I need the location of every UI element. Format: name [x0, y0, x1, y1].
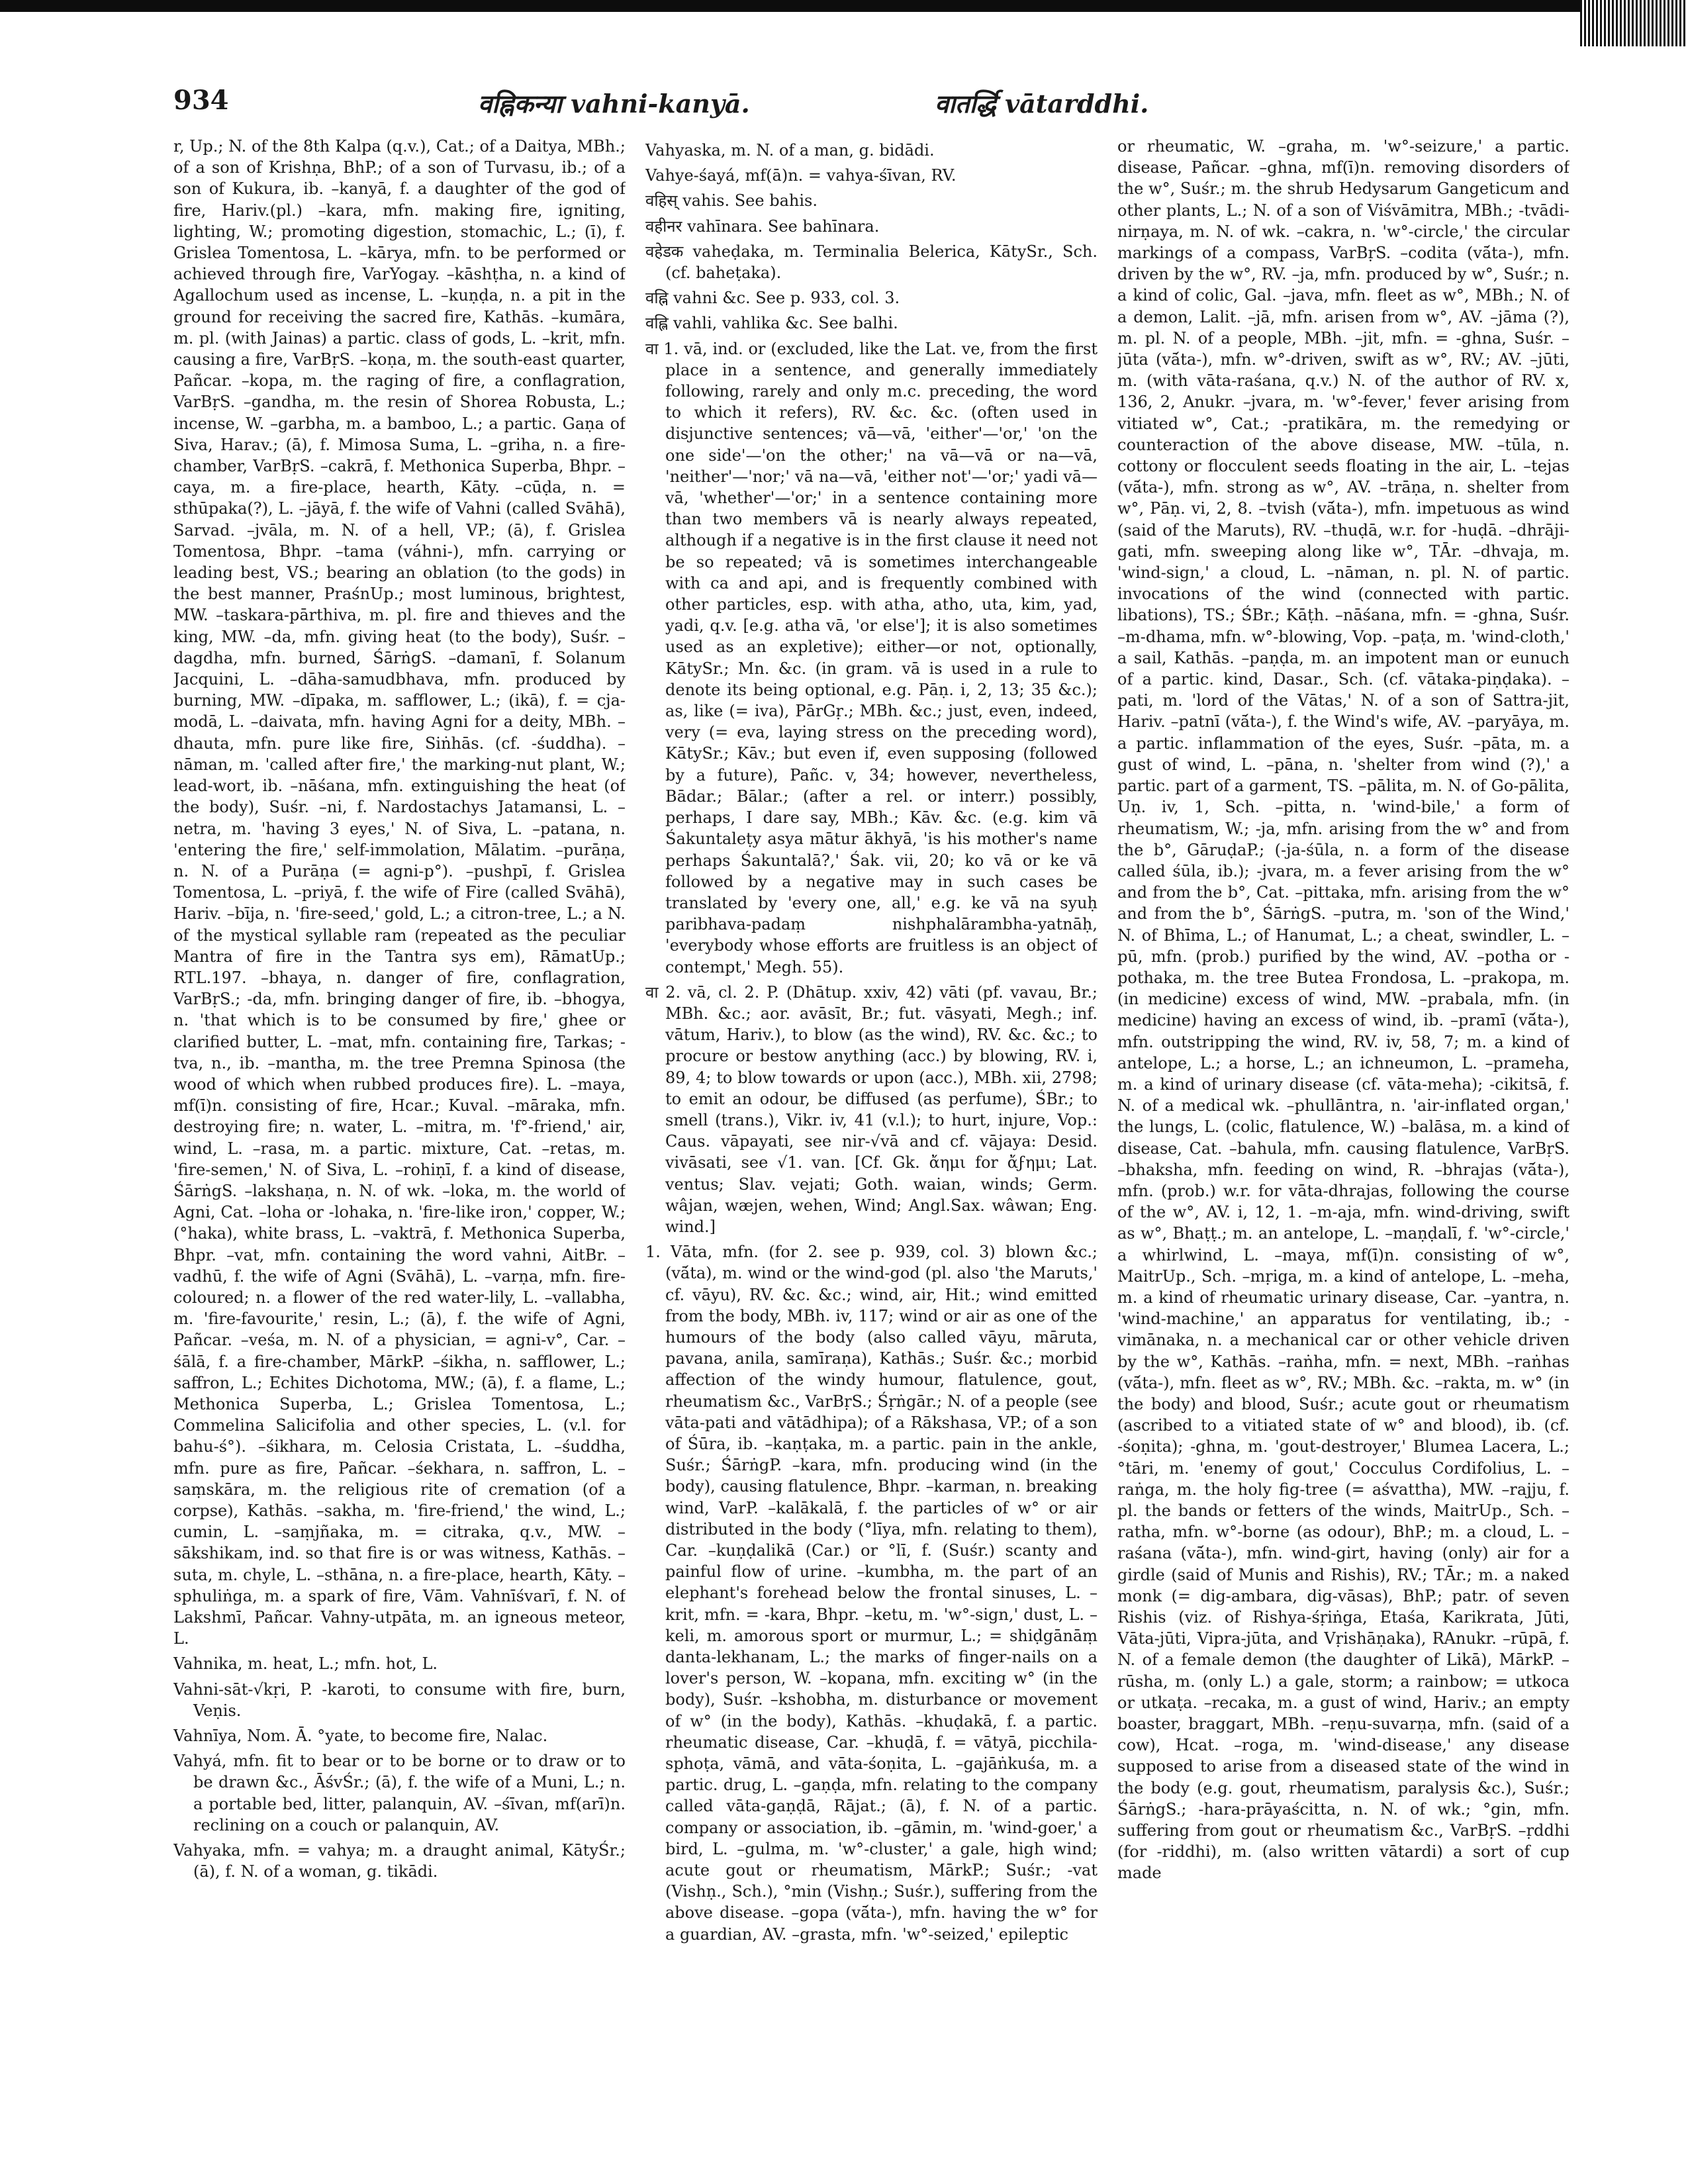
entry: वहीनर vahīnara. See bahīnara.	[645, 216, 880, 236]
page-number: 934	[173, 85, 229, 116]
column-2	[645, 136, 1098, 2161]
column-3	[1117, 136, 1569, 2161]
entry: वा 2. vā, cl. 2. P. (Dhātup. xxiv, 42) vāti (pf. vavau, Br.; MBh. &c.; aor. avāsīt, Br.; fut. vāsyati, Megh.; inf. vātum, Hariv.), to blow (as the wind), RV. &c. &c.; to procure or bestow anything (acc.) by blowing, RV. i, 89, 4; to blow towards or upon (acc.), MBh. xii, 2798; to emit an odour, be diffused (as perfume), ŚBr.; to smell (trans.), Vikr. iv, 41 (v.l.); to hurt, injure, Vop.: Caus. vāpayati, see nir-√vā and cf. vājaya: Desid. vivāsati, see √1. van. [Cf. Gk. ἄημι for ἄϝημι; Lat. ventus; Slav. vejati; Goth. waian, winds; Germ. wâjan, wæjen, wehen, Wind; Angl.Sax. wâwan; Eng. wind.]	[645, 982, 1098, 1236]
entry: Vahye-śayá, mf(ā)n. = vahya-śīvan, RV.	[645, 166, 957, 185]
header-first-word: वह्निकन्या vahni-kanyā.	[478, 89, 750, 119]
entry: वहिस् vahis. See bahis.	[645, 191, 818, 211]
entry: 1. Vāta, mfn. (for 2. see p. 939, col. 3) blown &c.; (vā́ta), m. wind or the wind-god (pl. also 'the Maruts,' cf. vāyu), RV. &c. &c.; wind, air, Hit.; wind emitted from the body, MBh. iv, 117; wind or air as one of the humours of the body (also called vāyu, māruta, pavana, anila, samīraṇa), Kathās.; Suśr. &c.; morbid affection of the windy humour, flatulence, gout, rheumatism &c., VarBṛS.; Śṛṅgār.; N. of a people (see vāta-pati and vātādhipa); of a Rākshasa, VP.; of a son of Śūra, ib. –kaṇṭaka, m. a partic. pain in the ankle, Suśr.; ŚārṅgP. –kara, mfn. producing wind (in the body), causing flatulence, Bhpr. –karman, n. breaking wind, VarP. –kalākalā, f. the particles of w° or air distributed in the body (°līya, mfn. relating to them), Car. –kuṇḍalikā (Car.) or °lī, f. (Suśr.) scanty and painful flow of urine. –kumbha, m. the part of an elephant's forehead below the frontal sinuses, L. –krit, mfn. = -kara, Bhpr. –ketu, m. 'w°-sign,' dust, L. –keli, m. amorous sport or murmur, L.; = shiḍgānāṃ danta-lekhanam, L.; the marks of finger-nails on a lover's person, W. –kopana, mfn. exciting w° (in the body), Suśr. –kshobha, m. disturbance or movement of w° (in the body), Kathās. –khuḍakā, f. a partic. rheumatic disease, Car. –khuḍā, f. = vātyā, picchila-sphoṭa, vāmā, and vāta-śoṇita, L. –gajāṅkuśa, m. a partic. drug, L. –gaṇḍa, mfn. relating to the company called vāta-gaṇḍā, Rājat.; (ā), f. N. of a partic. company or association, ib. –gāmin, m. 'wind-goer,' a bird, L. –gulma, m. 'w°-cluster,' a gale, high wind; acute gout or rheumatism, MārkP.; Suśr.; -vat (Vishṇ., Sch.), °min (Vishṇ.; Suśr.), suffering from the above disease. –gopa (vā́ta-), mfn. having the w° for a guardian, AV. –grasta, mfn. 'w°-seized,' epileptic	[645, 1243, 1098, 1944]
header-last-word: वातर्द्धि vātarddhi.	[935, 89, 1149, 119]
entry: Vahyá, mfn. fit to bear or to be borne or to draw or to be drawn &c., ĀśvŚr.; (ā), f. the wife of a Muni, L.; n. a portable bed, litter, palanquin, AV. –śīvan, mf(arī)n. reclining on a couch or palanquin, AV.	[173, 1752, 626, 1834]
column-1	[173, 136, 626, 2161]
scan-corner-mark	[1580, 0, 1686, 46]
entry: or rheumatic, W. –graha, m. 'w°-seizure,' a partic. disease, Pañcar. –ghna, mf(ī)n. removing disorders of the w°, Suśr.; m. the shrub Hedysarum Gangeticum and other plants, L.; N. of a son of Viśvāmitra, MBh.; -tvādi-nirṇaya, m. N. of wk. –cakra, n. 'w°-circle,' the circular markings of a compass, VarBṛS. –codita (vā́ta-), mfn. driven by the w°, RV. –ja, mfn. produced by w°, Suśr.; n. a kind of colic, Gal. –java, mfn. fleet as w°, MBh.; N. of a demon, Lalit. –jā, mfn. arisen from w°, AV. –jāma (?), m. pl. N. of a people, MBh. –jit, mfn. = -ghna, Suśr. –jūta (vā́ta-), mfn. w°-driven, swift as w°, RV.; AV. –jūti, m. (with vāta-raśana, q.v.) N. of the author of RV. x, 136, 2, Anukr. –jvara, m. 'w°-fever,' fever arising from vitiated w°, Cat.; -pratikāra, m. the remedying or counteraction of the above disease, MW. –tūla, n. cottony or flocculent seeds floating in the air, L. –tejas (vā́ta-), mfn. strong as w°, AV. –trāṇa, n. shelter from w°, Pāṇ. vi, 2, 8. –tvish (vā́ta-), mfn. impetuous as wind (said of the Maruts), RV. –thuḍā, w.r. for -huḍā. –dhrāji-gati, mfn. sweeping along like w°, TĀr. –dhvaja, m. 'wind-sign,' a cloud, L. –nāman, n. pl. N. of partic. invocations of the wind (connected with partic. libations), TS.; ŚBr.; Kāṭh. –nāśana, mfn. = -ghna, Suśr. –m-dhama, mfn. w°-blowing, Vop. –paṭa, m. 'wind-cloth,' a sail, Kathās. –paṇḍa, m. an impotent man or eunuch of a partic. kind, Dasar., Sch. (cf. vātaka-piṇḍaka). –pati, m. 'lord of the Vātas,' N. of a son of Sattra-jit, Hariv. –patnī (vā́ta-), f. the Wind's wife, AV. –paryāya, m. a partic. inflammation of the eyes, Suśr. –pāta, m. a gust of wind, L. –pāna, n. 'shelter from wind (?),' a partic. part of a garment, TS. –pālita, m. N. of Go-pālita, Uṇ. iv, 1, Sch. –pitta, n. 'wind-bile,' a form of rheumatism, W.; -ja, mfn. arising from the w° and from the b°, GāruḍaP.; (-ja-śūla, n. a form of the disease called śūla, ib.); -jvara, m. a fever arising from the w° and from the b°, Cat. –pittaka, mfn. arising from the w° and from the b°, ŚārṅgS. –putra, m. 'son of the Wind,' N. of Bhīma, L.; of Hanumat, L.; a cheat, swindler, L. –pū, mfn. (prob.) purified by the wind, AV. –potha or -pothaka, m. the tree Butea Frondosa, L. –prakopa, m. (in medicine) excess of wind, MW. –prabala, mfn. (in medicine) having an excess of wind, ib. –pramī (vā́ta-), mfn. outstripping the wind, RV. iv, 58, 7; m. a kind of antelope, L.; a horse, L.; an ichneumon, L. –prameha, m. a kind of urinary disease (cf. vāta-meha); -cikitsā, f. N. of a medical wk. –phullāntra, n. 'air-inflated organ,' the lungs, L. (colic, flatulence, W.) –balāsa, m. a kind of disease, Cat. –bahula, mfn. causing flatulence, VarBṛS. –bhaksha, mfn. feeding on wind, R. –bhrajas (vā́ta-), mfn. (prob.) w.r. for vāta-dhrajas, following the course of the w°, AV. i, 12, 1. –m-aja, mfn. wind-driving, swift as w°, Bhaṭṭ.; m. an antelope, L. –maṇḍalī, f. 'w°-circle,' a whirlwind, L. –maya, mf(ī)n. consisting of w°, MaitrUp., Sch. –mṛiga, m. a kind of antelope, L. –meha, m. a kind of rheumatic urinary disease, Car. –yantra, n. 'wind-machine,' an apparatus for ventilating, ib.; -vimānaka, n. a mechanical car or other vehicle driven by the w°, Kathās. –raṅha, mfn. = next, MBh. –raṅhas (vā́ta-), mfn. fleet as w°, RV.; MBh. &c. –rakta, m. w° (in the body) and blood, Suśr.; acute gout or rheumatism (ascribed to a vitiated state of w° and blood), ib. (cf. -śoṇita); -ghna, m. 'gout-destroyer,' Blumea Lacera, L.; °tāri, m. 'enemy of gout,' Cocculus Cordifolius, L. –raṅga, m. the holy fig-tree (= aśvattha), MW. –rajju, f. pl. the bands or fetters of the winds, MaitrUp., Sch. –ratha, mfn. w°-borne (as odour), BhP.; m. a cloud, L. –raśana (vā́ta-), mfn. wind-girt, having (only) air for a girdle (said of Munis and Rishis), RV.; TĀr.; m. a naked monk (= dig-ambara, dig-vāsas), BhP.; patr. of seven Rishis (viz. of Rishya-śṛiṅga, Etaśa, Karikrata, Jūti, Vāta-jūti, Vipra-jūta, and Vṛishāṇaka), RAnukr. –rūpā, f. N. of a female demon (the daughter of Likā), MārkP. –rūsha, m. (only L.) a gale, storm; a rainbow; = utkoca or utkaṭa. –recaka, m. a gust of wind, Hariv.; an empty boaster, braggart, MBh. –reṇu-suvarṇa, mfn. (said of a cow), Hcat. –roga, m. 'wind-disease,' any disease supposed to arise from a diseased state of the wind in the body (e.g. gout, rheumatism, paralysis &c.), Suśr.; ŚārṅgS.; -hara-prāyaścitta, n. N. of wk.; °gin, mfn. suffering from gout or rheumatism &c., VarBṛS. –ṛddhi (for -riddhi), m. (also written vātardi) a sort of cup made	[1117, 137, 1569, 1883]
entry: Vahyaska, m. N. of a man, g. bidādi.	[645, 141, 935, 160]
entry: Vahyaka, mfn. = vahya; m. a draught animal, KātyŚr.; (ā), f. N. of a woman, g. tikādi.	[173, 1841, 626, 1881]
page-header	[173, 85, 1564, 124]
entry: वह्लि vahli, vahlika &c. See balhi.	[645, 314, 898, 333]
entry: वा 1. vā, ind. or (excluded, like the Lat. ve, from the first place in a sentence, and generally immediately following, rarely and only m.c. preceding, the word to which it refers), RV. &c. &c. (often used in disjunctive sentences; vā—vā, 'either'—'or,' 'on the one side'—'on the other;' na vā—vā or na—vā, 'neither'—'nor;' vā na—vā, 'either not'—'or;' yadi vā—vā, 'whether'—'or;' in a sentence containing more than two members vā is nearly always repeated, although if a negative is in the first clause it need not be so repeated; vā is sometimes interchangeable with ca and api, and is frequently combined with other particles, esp. with atha, atho, uta, kim, yad, yadi, q.v. [e.g. atha vā, 'or else']; it is also sometimes used as an expletive); either—or not, optionally, KātySr.; Mn. &c. (in gram. vā is used in a rule to denote its being optional, e.g. Pāṇ. i, 2, 13; 35 &c.); as, like (= iva), PārGṛ.; MBh. &c.; just, even, indeed, very (= eva, laying stress on the preceding word), KātySr.; Kāv.; but even if, even supposing (followed by a future), Pañc. v, 34; however, nevertheless, Bādar.; Bālar.; (after a rel. or interr.) possibly, perhaps, I dare say, MBh.; Kāv. &c. (e.g. kim vā Śakuntaleṭy asya mātur ākhyā, 'is his mother's name perhaps Śakuntalā?,' Śak. vii, 20; ko vā or ke vā followed by a negative may in such cases be translated by 'every one, all,' e.g. ke vā na syuḥ paribhava-padaṃ nishphalārambha-yatnāḥ, 'everybody whose efforts are fruitless is an object of contempt,' Megh. 55).	[645, 339, 1098, 976]
dictionary-page	[173, 136, 1570, 2161]
entry: r, Up.; N. of the 8th Kalpa (q.v.), Cat.; of a Daitya, MBh.; of a son of Krishṇa, BhP.; of a son of Turvasu, ib.; of a son of Kukura, ib. –kanyā, f. a daughter of the god of fire, Hariv.(pl.) –kara, mfn. making fire, igniting, lighting, W.; promoting digestion, stomachic, L.; (ī), f. Grislea Tomentosa, L. –kārya, mfn. to be performed or achieved through fire, VarYogay. –kāshṭha, n. a kind of Agallochum used as incense, L. –kuṇḍa, n. a pit in the ground for receiving the sacred fire, Kathās. –kumāra, m. pl. (with Jainas) a partic. class of gods, L. –krit, mfn. causing a fire, VarBṛS. –koṇa, m. the south-east quarter, Pañcar. –kopa, m. the raging of fire, a conflagration, VarBṛS. –gandha, m. the resin of Shorea Robusta, L.; incense, W. –garbha, m. a bamboo, L.; a partic. Gaṇa of Siva, Harav.; (ā), f. Mimosa Suma, L. –griha, n. a fire-chamber, VarBṛS. –cakrā, f. Methonica Superba, Bhpr. –caya, m. a fire-place, hearth, Kāty. –cūḍa, n. = sthūpaka(?), L. –jāyā, f. the wife of Vahni (called Svāhā), Sarvad. –jvāla, m. N. of a hell, VP.; (ā), f. Grislea Tomentosa, Bhpr. –tama (váhni-), mfn. carrying or leading best, VS.; bearing an oblation (to the gods) in the best manner, PraśnUp.; most luminous, brightest, MW. –taskara-pārthiva, m. pl. fire and thieves and the king, MW. –da, mfn. giving heat (to the body), Suśr. –dagdha, mfn. burned, ŚārṅgS. –damanī, f. Solanum Jacquini, L. –dāha-samudbhava, mfn. produced by burning, MW. –dīpaka, m. safflower, L.; (ikā), f. = cja-modā, L. –daivata, mfn. having Agni for a deity, MBh. –dhauta, mfn. pure like fire, Siṅhās. (cf. -śuddha). –nāman, m. 'called after fire,' the marking-nut plant, W.; lead-wort, ib. –nāśana, mfn. extinguishing the heat (of the body), Suśr. –ni, f. Nardostachys Jatamansi, L. –netra, m. 'having 3 eyes,' N. of Siva, L. –patana, n. 'entering the fire,' self-immolation, Mālatim. –purāṇa, n. N. of a Purāṇa (= agni-p°). –pushpī, f. Grislea Tomentosa, L. –priyā, f. the wife of Fire (called Svāhā), Hariv. –bīja, n. 'fire-seed,' gold, L.; a citron-tree, L.; a N. of the mystical syllable ram (repeated as the peculiar Mantra of fire in the Tantra sys em), RāmatUp.; RTL.197. –bhaya, n. danger of fire, conflagration, VarBṛS.; -da, mfn. bringing danger of fire, ib. –bhogya, n. 'that which is to be consumed by fire,' ghee or clarified butter, L. –mat, mfn. containing fire, Tarkas; -tva, n., ib. –mantha, m. the tree Premna Spinosa (the wood of which when rubbed produces fire). L. –maya, mf(ī)n. consisting of fire, Hcar.; Kuval. –māraka, mfn. destroying fire; n. water, L. –mitra, m. 'f°-friend,' air, wind, L. –rasa, m. a partic. mixture, Cat. –retas, m. 'fire-semen,' N. of Siva, L. –rohiṇī, f. a kind of disease, ŚārṅgS. –lakshaṇa, n. N. of wk. –loka, m. the world of Agni, Cat. –loha or -lohaka, n. 'fire-like iron,' copper, W.; (°haka), white brass, L. –vaktrā, f. Methonica Superba, Bhpr. –vat, mfn. containing the word vahni, AitBr. –vadhū, f. the wife of Agni (Svāhā), L. –varṇa, mfn. fire-coloured; n. a flower of the red water-lily, L. –vallabha, m. 'fire-favourite,' resin, L.; (ā), f. the wife of Agni, Pañcar. –veśa, m. N. of a physician, = agni-v°, Car. –śālā, f. a fire-chamber, MārkP. –śikha, n. safflower, L.; saffron, L.; Echites Dichotoma, MW.; (ā), f. a flame, L.; Methonica Superba, L.; Grislea Tomentosa, L.; Commelina Salicifolia and other species, L. (v.l. for bahu-ś°). –śikhara, m. Celosia Cristata, L. –śuddha, mfn. pure as fire, Pañcar. –śekhara, n. saffron, L. –saṃskāra, m. the religious rite of cremation (of a corpse), Kathās. –sakha, m. 'fire-friend,' the wind, L.; cumin, L. –saṃjñaka, m. = citraka, q.v., MW. –sākshikam, ind. so that fire is or was witness, Kathās. –suta, m. chyle, L. –sthāna, n. a fire-place, hearth, Kāty. –sphuliṅga, m. a spark of fire, Vām. Vahnīśvarī, f. N. of Lakshmī, Pañcar. Vahny-utpāta, m. an igneous meteor, L.	[173, 137, 626, 1648]
entry: Vahnika, m. heat, L.; mfn. hot, L.	[173, 1654, 438, 1674]
entry: Vahni-sāt-√kṛi, P. -karoti, to consume with fire, burn, Veṇis.	[173, 1680, 626, 1720]
entry: वह्नि vahni &c. See p. 933, col. 3.	[645, 289, 900, 308]
scan-top-edge	[0, 0, 1686, 12]
entry: वहेडक vaheḍaka, m. Terminalia Belerica, KātySr., Sch. (cf. baheṭaka).	[645, 242, 1098, 283]
entry: Vahnīya, Nom. Ā. °yate, to become fire, Nalac.	[173, 1727, 548, 1746]
